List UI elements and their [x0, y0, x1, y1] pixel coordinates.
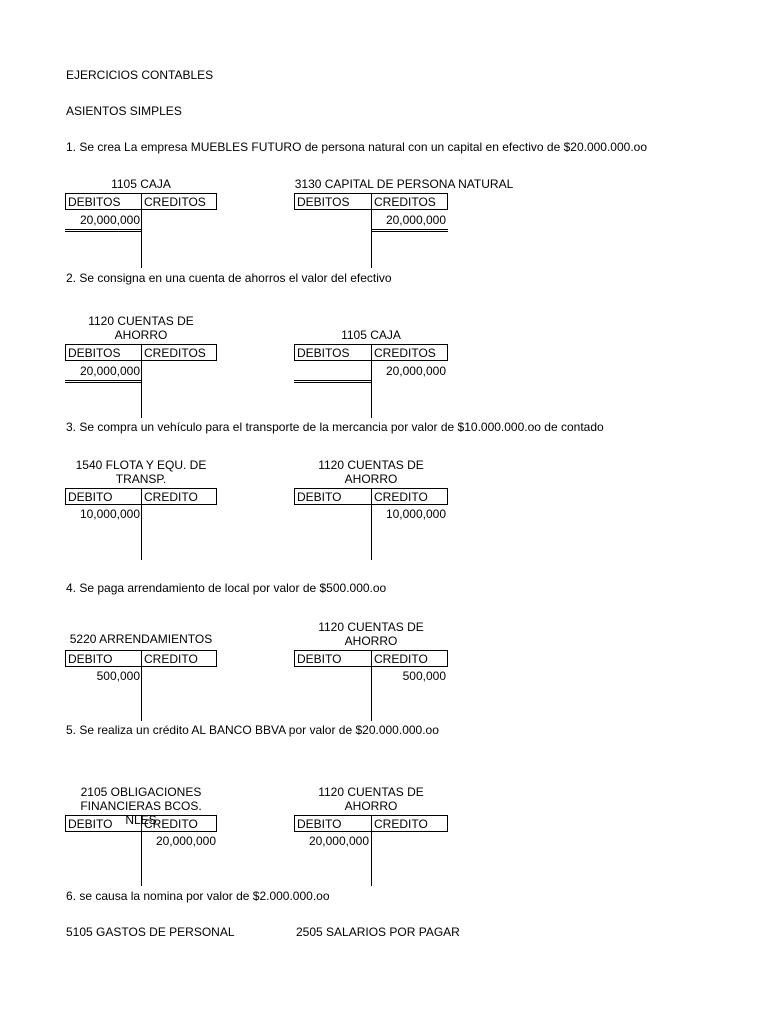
entry-1-left-t-line [141, 210, 142, 268]
entry-6-description: 6. se causa la nomina por valor de $2.000.000.oo [66, 889, 330, 903]
entry-2-right-debit-header: DEBITOS [294, 344, 371, 361]
entry-5-left-debit-header: DEBITO [65, 815, 141, 832]
entry-2-right-total-rule [294, 380, 371, 383]
entry-5-description: 5. Se realiza un crédito AL BANCO BBVA por valor de $20.000.000.oo [66, 723, 439, 737]
entry-3-right-credit-header: CREDITO [371, 488, 448, 505]
entry-3-left-debit-value: 10,000,000 [79, 507, 140, 521]
entry-2-left-debit-header: DEBITOS [65, 344, 141, 361]
entry-5-right-debit-header: DEBITO [294, 815, 371, 832]
entry-5-right-t-line [371, 832, 372, 886]
entry-4-description: 4. Se paga arrendamiento de local por valor de $500.000.oo [66, 581, 387, 595]
entry-3-right-t-line [371, 505, 372, 560]
entry-4-left-debit-value: 500,000 [96, 669, 140, 683]
entry-2-left-account-title: 1120 CUENTAS DE AHORRO [88, 314, 194, 342]
section-title: ASIENTOS SIMPLES [66, 104, 182, 118]
entry-4-right-debit-header: DEBITO [294, 650, 371, 667]
entry-2-left-debit-value: 20,000,000 [79, 364, 140, 378]
entry-5-left-t-line [141, 832, 142, 886]
entry-2-description: 2. Se consigna en una cuenta de ahorros el valor del efectivo [66, 271, 392, 285]
entry-3-left-t-line [141, 505, 142, 560]
entry-3-description: 3. Se compra un vehículo para el transporte de la mercancia por valor de $10.000.000.oo de contado [66, 420, 604, 434]
entry-5-left-credit-value: 20,000,000 [155, 834, 216, 848]
entry-3-right-credit-value: 10,000,000 [385, 507, 446, 521]
entry-4-right-t-line [371, 667, 372, 721]
entry-5-right-account-title: 1120 CUENTAS DE AHORRO [318, 785, 424, 813]
entry-4-right-account-title: 1120 CUENTAS DE AHORRO [318, 620, 424, 648]
entry-1-left-debit-value: 20,000,000 [79, 213, 140, 227]
entry-3-left-credit-header: CREDITO [141, 488, 217, 505]
entry-3-right-account-title: 1120 CUENTAS DE AHORRO [318, 458, 424, 486]
entry-2-right-t-line [371, 361, 372, 418]
entry-1-left-total-rule [65, 229, 141, 232]
entry-6-left-account-title: 5105 GASTOS DE PERSONAL [66, 925, 235, 939]
entry-1-left-credit-header: CREDITOS [141, 193, 217, 210]
entry-1-left-debit-header: DEBITOS [65, 193, 141, 210]
entry-2-left-t-line [141, 361, 142, 418]
entry-5-left-credit-header: CREDITO [141, 815, 217, 832]
entry-1-right-total-rule [371, 229, 448, 232]
entry-5-right-debit-value: 20,000,000 [308, 834, 369, 848]
entry-1-right-credit-value: 20,000,000 [385, 213, 446, 227]
entry-2-right-credit-header: CREDITOS [371, 344, 448, 361]
entry-5-left-account-title: 2105 OBLIGACIONES FINANCIERAS BCOS. NLES [80, 785, 202, 827]
entry-2-right-account-title: 1105 CAJA [341, 328, 401, 342]
entry-1-right-account-title: 3130 CAPITAL DE PERSONA NATURAL [294, 177, 514, 191]
entry-4-left-t-line [141, 667, 142, 721]
entry-2-right-credit-value: 20,000,000 [385, 364, 446, 378]
entry-5-right-credit-header: CREDITO [371, 815, 448, 832]
entry-1-description: 1. Se crea La empresa MUEBLES FUTURO de persona natural con un capital en efectivo de $20.000.000.oo [66, 140, 648, 154]
entry-1-right-t-line [371, 210, 372, 268]
entry-1-right-credit-header: CREDITOS [371, 193, 448, 210]
entry-3-left-debit-header: DEBITO [65, 488, 141, 505]
entry-6-right-account-title: 2505 SALARIOS POR PAGAR [296, 925, 460, 939]
entry-4-left-credit-header: CREDITO [141, 650, 217, 667]
document-title: EJERCICIOS CONTABLES [66, 68, 214, 82]
entry-1-right-debit-header: DEBITOS [294, 193, 371, 210]
entry-4-left-debit-header: DEBITO [65, 650, 141, 667]
entry-4-left-account-title: 5220 ARRENDAMIENTOS [69, 632, 213, 646]
entry-3-left-account-title: 1540 FLOTA Y EQU. DE TRANSP. [75, 458, 207, 486]
entry-4-right-credit-header: CREDITO [371, 650, 448, 667]
entry-1-left-account-title: 1105 CAJA [111, 177, 171, 191]
entry-3-right-debit-header: DEBITO [294, 488, 371, 505]
entry-2-left-credit-header: CREDITOS [141, 344, 217, 361]
entry-4-right-credit-value: 500,000 [402, 669, 446, 683]
entry-2-left-total-rule [65, 380, 141, 383]
